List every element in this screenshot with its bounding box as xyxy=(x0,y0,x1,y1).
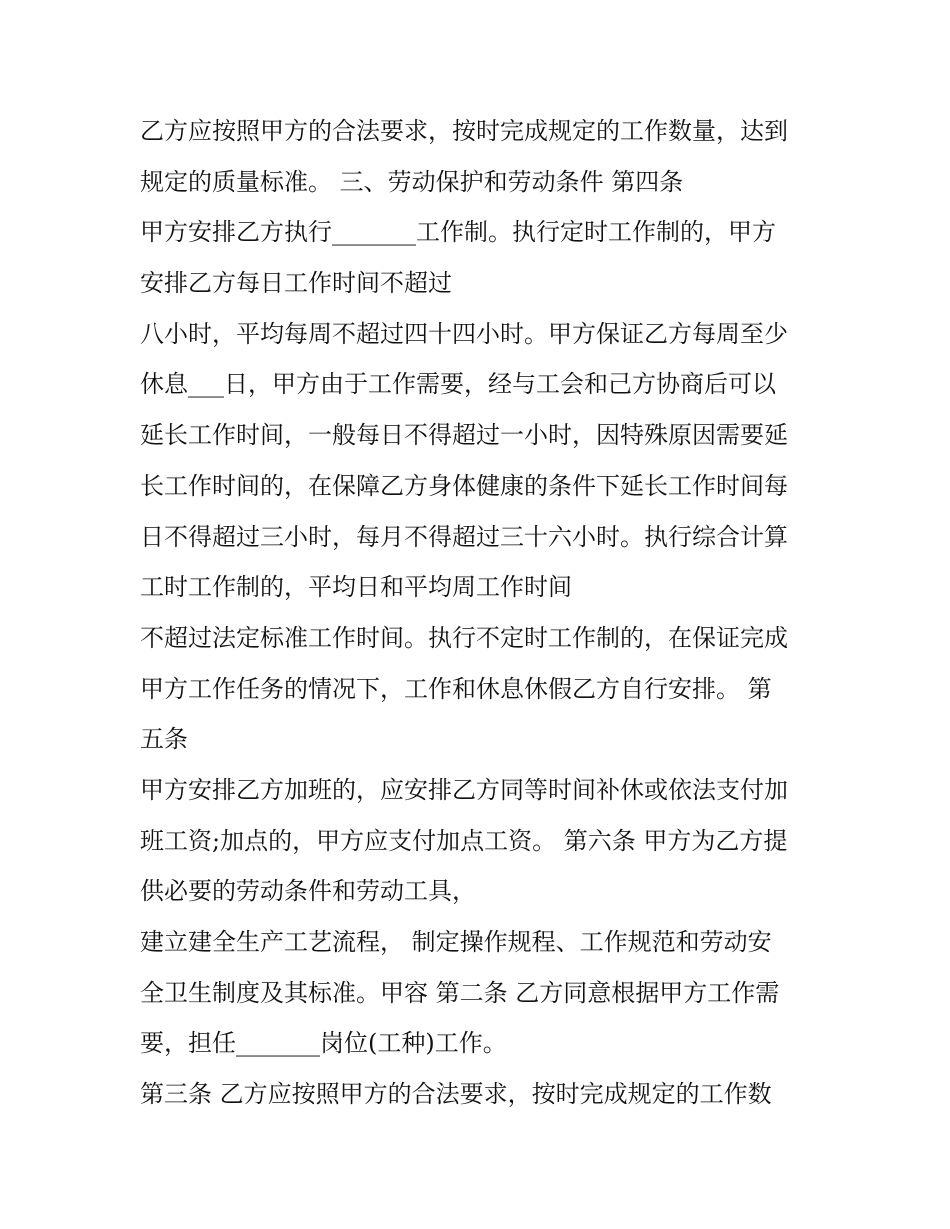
text-line: 八小时，平均每周不超过四十四小时。甲方保证乙方每周至少 xyxy=(140,319,788,348)
text-line: 建立建全生产工艺流程， 制定操作规程、工作规范和劳动安 xyxy=(140,928,772,956)
text-line: 乙方应按照甲方的合法要求，按时完成规定的工作数量，达到 xyxy=(140,117,788,145)
document-body xyxy=(140,106,820,1120)
text-line: 休息___日，甲方由于工作需要，经与工会和己方协商后可以 xyxy=(140,370,776,399)
text-line: 工时工作制的，平均日和平均周工作时间 xyxy=(140,573,572,602)
text-line: 五条 xyxy=(140,725,188,754)
text-line: 供必要的劳动条件和劳动工具， xyxy=(140,877,476,906)
text-line: 长工作时间的，在保障乙方身体健康的条件下延长工作时间每 xyxy=(140,471,788,500)
text-line: 不超过法定标准工作时间。执行不定时工作制的，在保证完成 xyxy=(140,623,788,652)
text-line: 第三条 乙方应按照甲方的合法要求，按时完成规定的工作数 xyxy=(140,1080,772,1109)
text-line: 甲方工作任务的情况下，工作和休息休假乙方自行安排。 第 xyxy=(140,674,772,703)
text-line: 日不得超过三小时，每月不得超过三十六小时。执行综合计算 xyxy=(140,522,788,551)
text-line: 延长工作时间，一般每日不得超过一小时，因特殊原因需要延 xyxy=(140,421,788,450)
text-line: 班工资;加点的，甲方应支付加点工资。 第六条 甲方为乙方提 xyxy=(140,826,788,855)
text-line: 全卫生制度及其标准。甲容 第二条 乙方同意根据甲方工作需 xyxy=(140,978,780,1007)
text-line: 安排乙方每日工作时间不超过 xyxy=(140,269,452,298)
text-line: 甲方安排乙方执行_______工作制。执行定时工作制的，甲方 xyxy=(140,218,776,247)
text-line: 要，担任_______岗位(工种)工作。 xyxy=(140,1029,507,1058)
text-line: 甲方安排乙方加班的，应安排乙方同等时间补休或依法支付加 xyxy=(140,775,788,804)
text-line: 规定的质量标准。 三、劳动保护和劳动条件 第四条 xyxy=(140,167,684,196)
